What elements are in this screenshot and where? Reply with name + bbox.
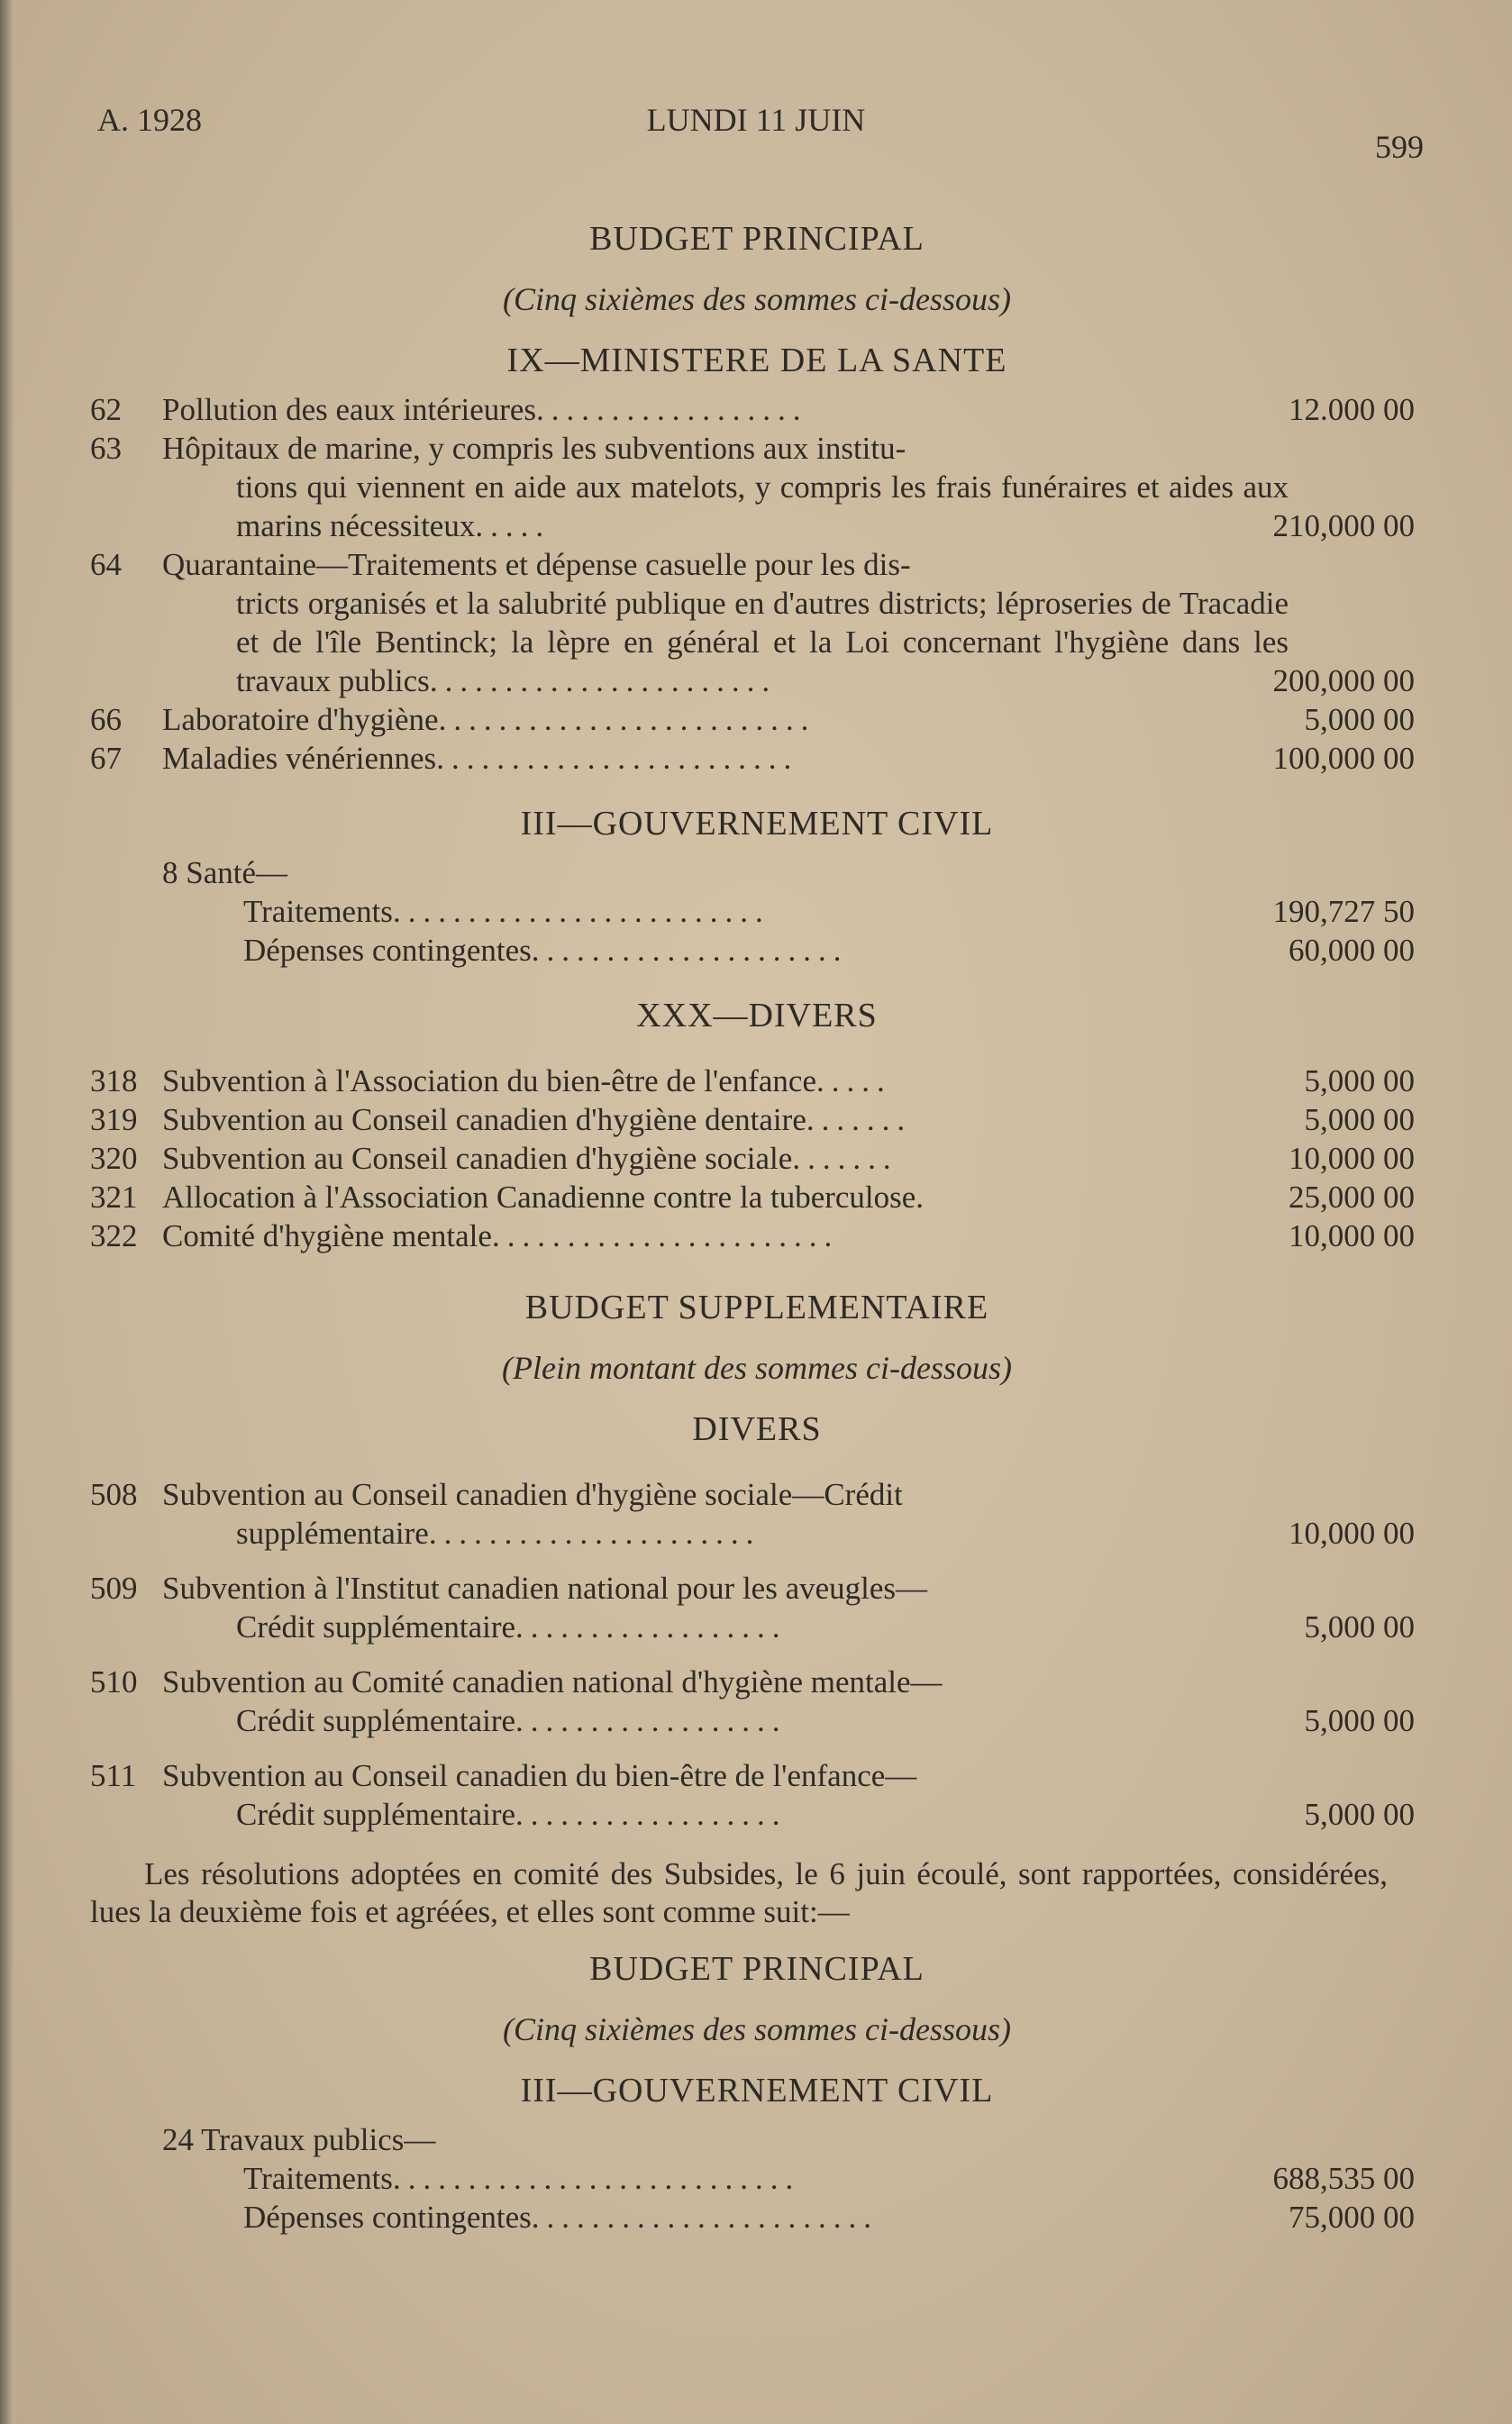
budget-entry — [90, 1178, 1424, 1217]
leader-dots: ........................ — [436, 741, 799, 776]
entry-amount: 210,000 00 — [1272, 508, 1415, 543]
budget-entry — [90, 1217, 1424, 1255]
budget-entry — [90, 1139, 1424, 1178]
entry-text: Subvention au Conseil canadien d'hygiène sociale — [162, 1141, 793, 1176]
entry-amount: 200,000 00 — [1272, 663, 1415, 698]
entry-amount: 5,000 00 — [1304, 1703, 1415, 1738]
budget-entry — [90, 1100, 1424, 1139]
entry-amount: 5,000 00 — [1304, 1609, 1415, 1645]
leader-dots: .................. — [536, 392, 808, 427]
page-content — [90, 203, 1424, 2237]
leader-dots: ....................... — [531, 2200, 879, 2235]
entry-text: Comité d'hygiène mentale — [162, 1218, 492, 1253]
entry-text-continued: tricts organisés et la salubrité publique en d'autres districts; léproseries de Tracadie et de l'île Bentinck; la lèpre en général et la Loi concernant l'hygiène dans les travaux publics — [236, 586, 1289, 698]
entry-text: Subvention au Conseil canadien d'hygiène sociale—Crédit — [162, 1477, 903, 1512]
entry-amount: 10,000 00 — [1289, 1141, 1415, 1176]
line-label: Traitements — [243, 894, 393, 929]
entry-text: Pollution des eaux intérieures — [162, 392, 537, 427]
budget-entry — [90, 1756, 1424, 1834]
section-subtitle: (Cinq sixièmes des sommes ci-dessous) — [503, 281, 1011, 317]
entry-number: 508 — [90, 1477, 138, 1512]
entry-number: 319 — [90, 1102, 138, 1137]
budget-line — [90, 2198, 1424, 2237]
entry-number: 510 — [90, 1664, 138, 1700]
entry-amount: 5,000 00 — [1304, 1063, 1415, 1098]
entry-text-continued: tions qui viennent en aide aux matelots, y compris les frais funéraires et aides aux marins nécessiteux — [236, 469, 1289, 543]
leader-dots: ....................... — [491, 1218, 840, 1253]
leader-dots: .................. — [515, 1609, 788, 1645]
entry-amount: 5,000 00 — [1304, 1797, 1415, 1832]
leader-dots: ....... — [792, 1141, 898, 1176]
entry-text-continued: Crédit supplémentaire — [236, 1609, 516, 1645]
header-date: LUNDI 11 JUIN — [646, 102, 866, 138]
entry-amount: 5,000 00 — [1304, 1102, 1415, 1137]
entry-amount: 5,000 00 — [1304, 702, 1415, 737]
entry-number: 62 — [90, 392, 122, 427]
leader-dots: .................. — [515, 1703, 788, 1738]
department-title: XXX—DIVERS — [636, 997, 878, 1034]
budget-line — [90, 892, 1424, 931]
leader-dots: ..... — [475, 508, 551, 543]
leader-dots: ..... — [816, 1063, 892, 1098]
leader-dots: ...................... — [428, 1516, 761, 1551]
entry-text-continued: Crédit supplémentaire — [236, 1797, 516, 1832]
entry-amount: 10,000 00 — [1289, 1516, 1415, 1551]
entry-text: Maladies vénériennes — [162, 741, 437, 776]
line-label: Dépenses contingentes — [243, 2200, 532, 2235]
entry-amount: 10,000 00 — [1289, 1218, 1415, 1253]
budget-line — [90, 931, 1424, 970]
line-label: Traitements — [243, 2161, 393, 2196]
section-subtitle: (Plein montant des sommes ci-dessous) — [502, 1350, 1012, 1386]
department-title: III—GOUVERNEMENT CIVIL — [520, 805, 994, 843]
header-session: A. 1928 — [97, 102, 202, 138]
budget-entry — [90, 390, 1424, 429]
budget-entry — [90, 1475, 1424, 1553]
entry-text: Subvention à l'Association du bien-être de l'enfance — [162, 1063, 816, 1098]
section-title: BUDGET PRINCIPAL — [589, 220, 925, 258]
entry-number: 322 — [90, 1218, 138, 1253]
entry-number: 63 — [90, 431, 122, 466]
group-name: 8 Santé— — [162, 855, 288, 890]
leader-dots: ........................... — [392, 2161, 801, 2196]
entry-text: Allocation à l'Association Canadienne contre la tuberculose. — [162, 1180, 925, 1215]
line-amount: 75,000 00 — [1289, 2200, 1415, 2235]
entry-text-continued: supplémentaire — [236, 1516, 429, 1551]
entry-number: 320 — [90, 1141, 138, 1176]
budget-entry — [90, 429, 1424, 545]
entry-number: 66 — [90, 702, 122, 737]
budget-entry — [90, 739, 1424, 778]
line-amount: 190,727 50 — [1272, 894, 1415, 929]
budget-line — [90, 2159, 1424, 2198]
section-title: BUDGET SUPPLEMENTAIRE — [524, 1289, 989, 1326]
entry-number: 509 — [90, 1571, 138, 1606]
leader-dots: ......................... — [392, 894, 770, 929]
entry-number: 318 — [90, 1063, 138, 1098]
entry-number: 511 — [90, 1758, 137, 1793]
budget-entry — [90, 1663, 1424, 1740]
budget-entry — [90, 700, 1424, 739]
entry-text-continued: Crédit supplémentaire — [236, 1703, 516, 1738]
entry-text: Subvention au Conseil canadien d'hygiène dentaire — [162, 1102, 806, 1137]
budget-entry — [90, 1062, 1424, 1100]
leader-dots: ......................... — [438, 702, 816, 737]
entry-text: Quarantaine—Traitements et dépense casuelle pour les dis- — [162, 547, 911, 582]
department-title: IX—MINISTERE DE LA SANTE — [506, 342, 1007, 379]
page-number: 599 — [1375, 129, 1424, 165]
page-header — [0, 101, 1512, 165]
entry-text: Laboratoire d'hygiène — [162, 702, 439, 737]
entry-amount: 25,000 00 — [1289, 1180, 1415, 1215]
leader-dots: ..................... — [531, 933, 849, 968]
leader-dots: .................. — [515, 1797, 788, 1832]
leader-dots: ....... — [806, 1102, 913, 1137]
group-name: 24 Travaux publics— — [162, 2122, 436, 2157]
entry-number: 64 — [90, 547, 122, 582]
line-amount: 688,535 00 — [1272, 2161, 1415, 2196]
resolution-paragraph: Les résolutions adoptées en comité des Subsides, le 6 juin écoulé, sont rapportées, considérées, lues la deuxième fois et agréées, et elles sont comme suit:— — [90, 1856, 1388, 1929]
department-title: DIVERS — [692, 1410, 822, 1448]
department-title: III—GOUVERNEMENT CIVIL — [520, 2072, 994, 2110]
entry-number: 67 — [90, 741, 122, 776]
section-title: BUDGET PRINCIPAL — [589, 1950, 925, 1988]
line-label: Dépenses contingentes — [243, 933, 532, 968]
entry-text: Subvention à l'Institut canadien national pour les aveugles— — [162, 1571, 928, 1606]
entry-amount: 100,000 00 — [1272, 741, 1415, 776]
entry-text: Hôpitaux de marine, y compris les subventions aux institu- — [162, 431, 906, 466]
leader-dots: ....................... — [429, 663, 778, 698]
page-binding-edge — [0, 0, 14, 2424]
entry-amount: 12.000 00 — [1289, 392, 1415, 427]
entry-text: Subvention au Comité canadien national d'hygiène mentale— — [162, 1664, 943, 1700]
group-label — [90, 2120, 1424, 2159]
entry-text: Subvention au Conseil canadien du bien-être de l'enfance— — [162, 1758, 917, 1793]
budget-entry — [90, 545, 1424, 700]
section-subtitle: (Cinq sixièmes des sommes ci-dessous) — [503, 2011, 1011, 2047]
line-amount: 60,000 00 — [1289, 933, 1415, 968]
group-label — [90, 853, 1424, 892]
entry-number: 321 — [90, 1180, 138, 1215]
budget-entry — [90, 1569, 1424, 1646]
